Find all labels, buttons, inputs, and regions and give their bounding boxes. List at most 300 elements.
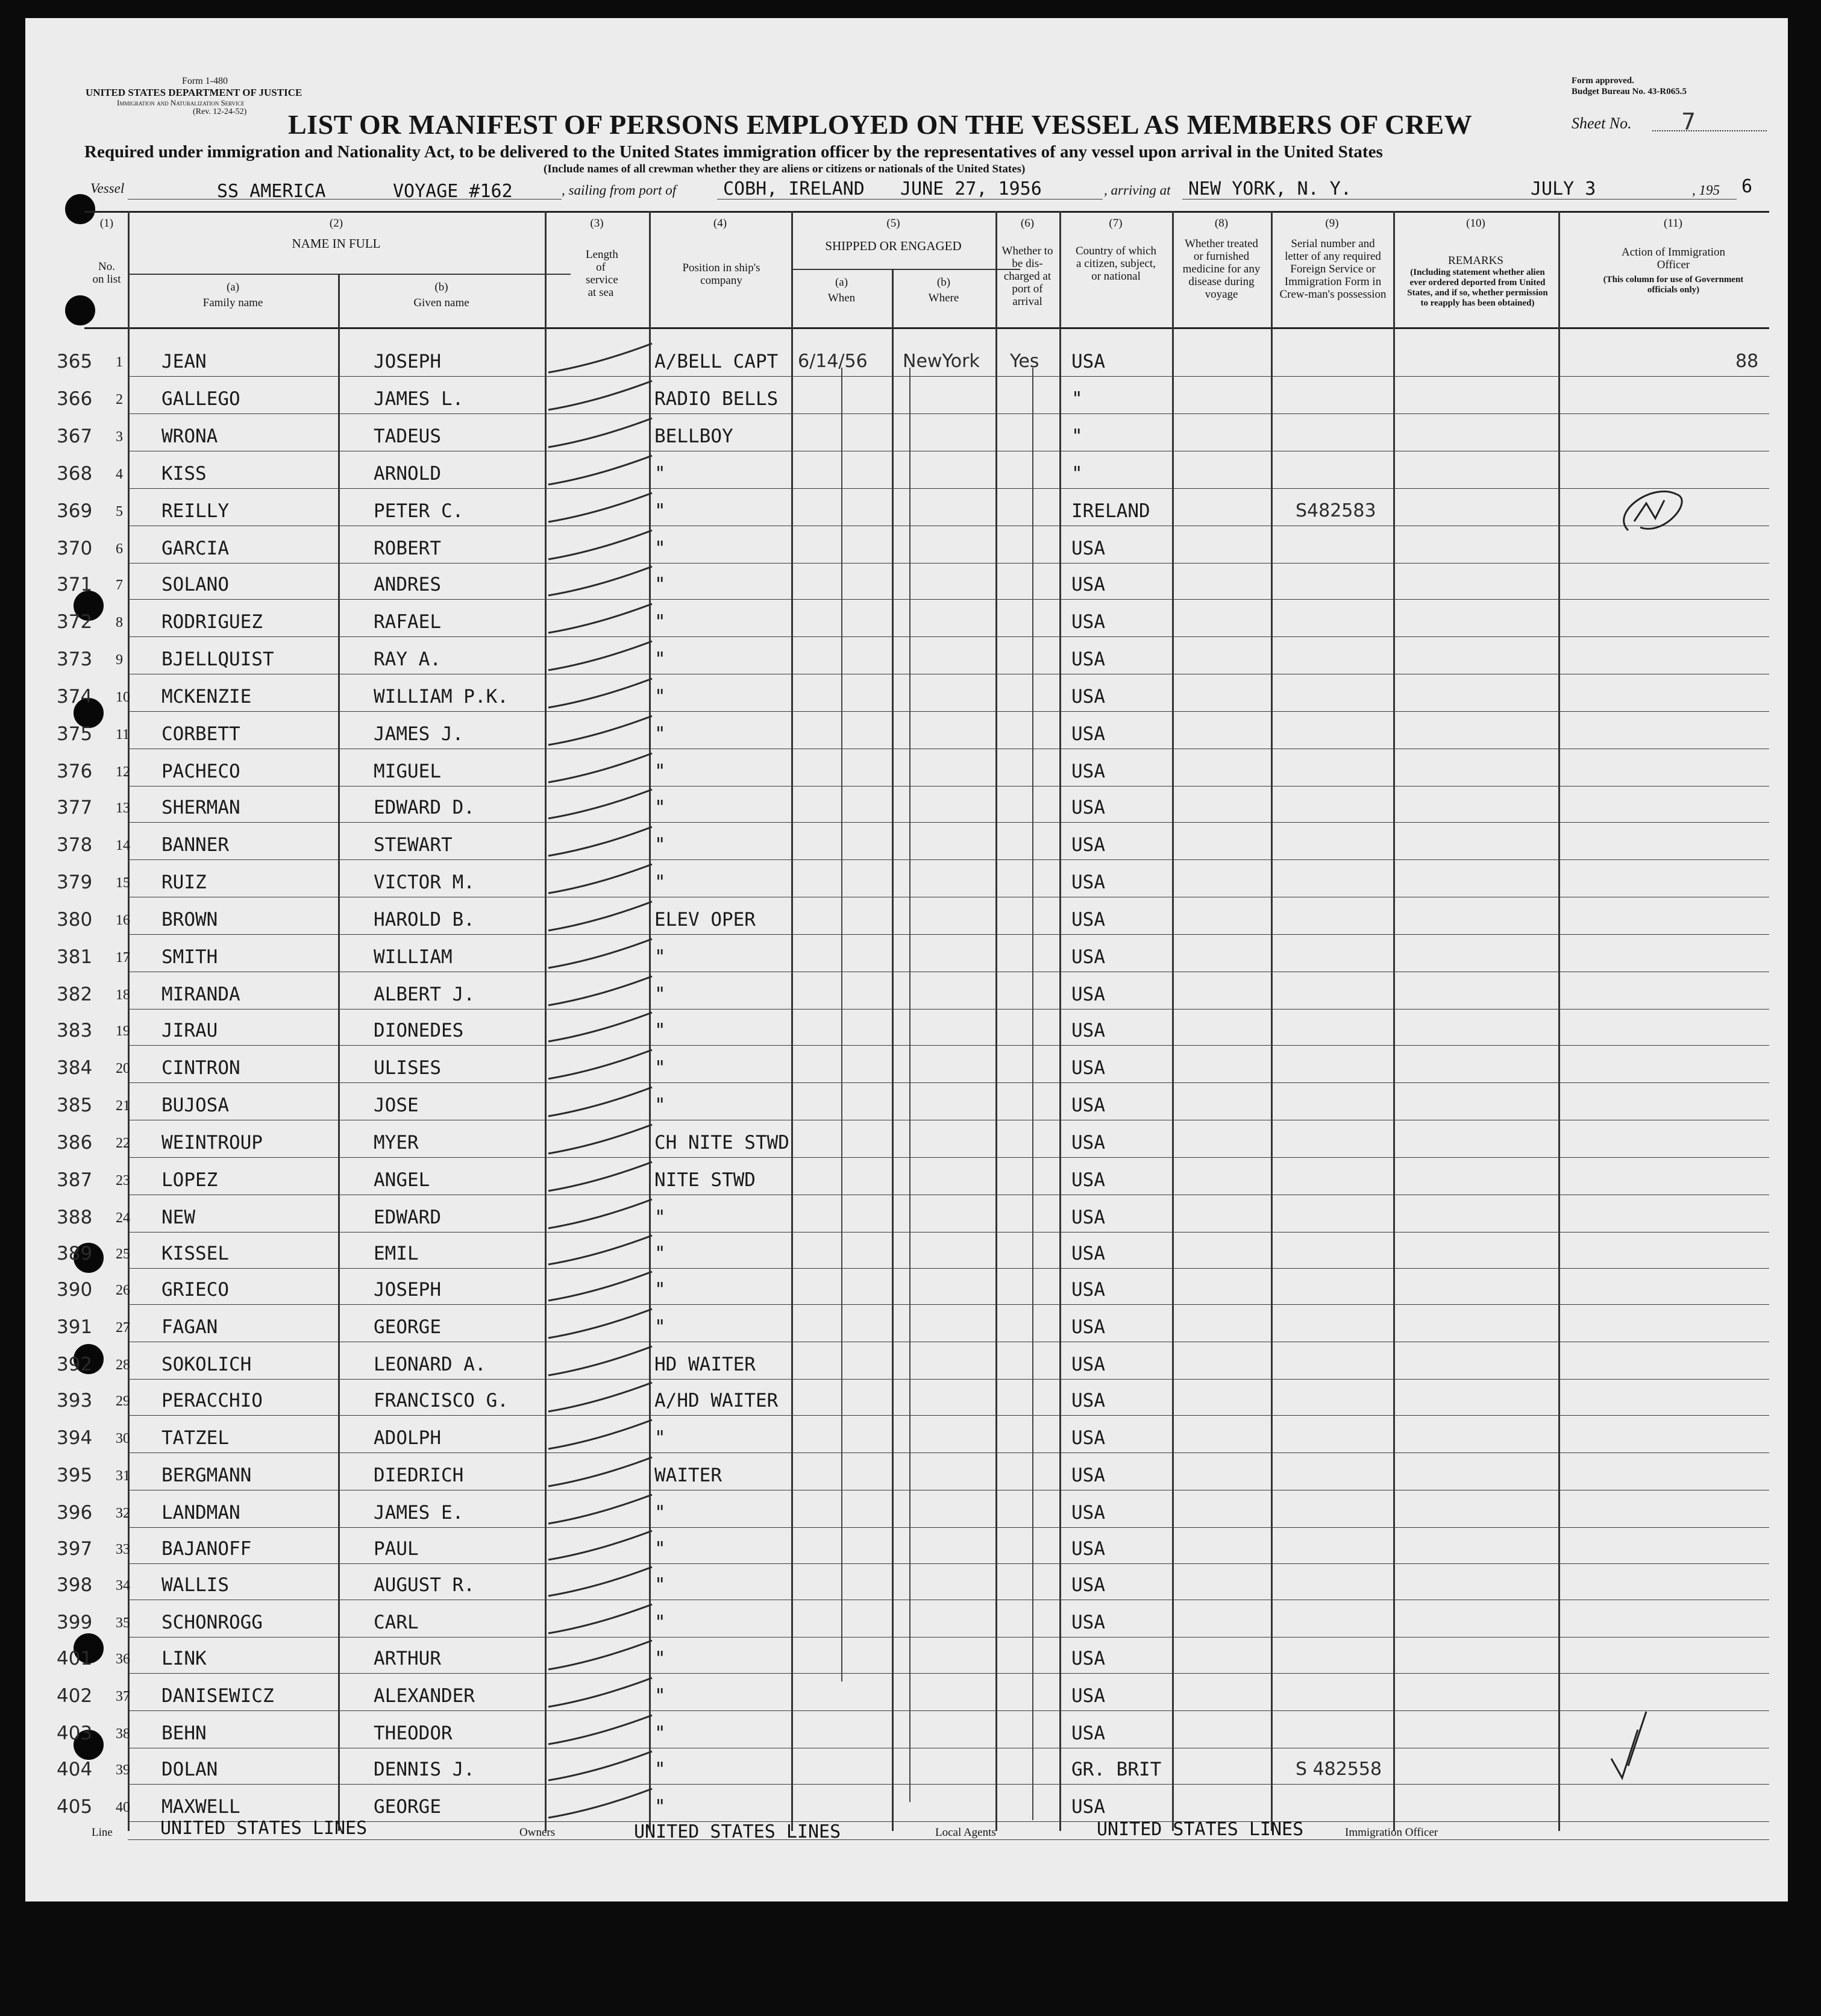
line-number: 29 (116, 1393, 130, 1409)
service-check-mark (548, 679, 652, 708)
position: " (654, 1057, 666, 1079)
agents-value: UNITED STATES LINES (1097, 1819, 1304, 1840)
family-name: SHERMAN (161, 797, 240, 818)
country: USA (1071, 1243, 1105, 1264)
col1-number: (1) (99, 217, 114, 230)
row-number: 405 (57, 1796, 93, 1818)
row-number: 401 (57, 1648, 93, 1669)
family-name: MCKENZIE (161, 686, 252, 708)
position: " (654, 1538, 666, 1560)
row-number: 398 (57, 1574, 93, 1596)
col10-subheader: (Including statement whether alien ever ordered deported from United States, and if so, whether permission to reapply has been obtained) (1407, 268, 1548, 308)
position: " (654, 1648, 666, 1669)
col2-number: (2) (329, 217, 343, 230)
departure-port: COBH, IRELAND (723, 178, 865, 199)
service-check-mark (548, 902, 652, 931)
line-number: 32 (116, 1506, 130, 1521)
budget-bureau: Budget Bureau No. 43-R065.5 (1572, 87, 1687, 96)
position: ELEV OPER (654, 909, 756, 931)
line-number: 15 (116, 875, 130, 891)
position: HD WAITER (654, 1354, 756, 1375)
row-number: 397 (57, 1538, 93, 1560)
country: USA (1071, 1612, 1105, 1633)
country: USA (1071, 984, 1105, 1005)
officer-action: 88 (1735, 351, 1759, 372)
family-name: BUJOSA (161, 1094, 229, 1116)
row-number: 390 (57, 1279, 93, 1301)
col6-header: Whether to be dis-charged at port of arrival (1001, 245, 1053, 308)
service-check-mark (548, 1715, 652, 1744)
given-name: EDWARD D. (374, 797, 475, 818)
position: " (654, 1722, 666, 1744)
given-name: ANGEL (374, 1169, 430, 1191)
position: " (654, 1020, 666, 1041)
family-name: GALLEGO (161, 388, 240, 410)
country: USA (1071, 1648, 1105, 1669)
given-name: TADEUS (374, 425, 441, 447)
line-number: 18 (116, 987, 130, 1003)
position: " (654, 574, 666, 595)
service-check-mark (548, 1531, 652, 1560)
given-name: MYER (374, 1132, 419, 1154)
line-number: 16 (116, 912, 130, 928)
col5-header: SHIPPED OR ENGAGED (825, 239, 962, 253)
given-name: ULISES (374, 1057, 441, 1079)
family-name: BERGMANN (161, 1465, 252, 1486)
line-number: 36 (116, 1651, 130, 1667)
line-number: 2 (116, 392, 123, 407)
family-name: SOLANO (161, 574, 229, 595)
country: USA (1071, 1722, 1105, 1744)
row-number: 403 (57, 1722, 93, 1744)
vessel-name: SS AMERICA (217, 181, 326, 202)
country: USA (1071, 1465, 1105, 1486)
line-number: 7 (116, 577, 123, 593)
given-name: CARL (374, 1612, 419, 1633)
country: " (1071, 388, 1083, 410)
country: " (1071, 463, 1083, 485)
voyage-number: VOYAGE #162 (393, 181, 513, 202)
sailing-label: , sailing from port of (562, 183, 677, 198)
position: " (654, 761, 666, 782)
officer-check-icon (1611, 1712, 1646, 1778)
arriving-label: , arriving at (1104, 183, 1171, 198)
family-name: FAGAN (161, 1316, 218, 1338)
family-name: GARCIA (161, 538, 229, 559)
service-check-mark (548, 1751, 652, 1780)
position: " (654, 686, 666, 708)
col8-number: (8) (1214, 217, 1229, 230)
position: " (654, 797, 666, 818)
col5b-number: (b) (936, 276, 951, 289)
page-title: LIST OR MANIFEST OF PERSONS EMPLOYED ON THE VESSEL AS MEMBERS OF CREW (288, 109, 1473, 140)
service-check-mark (548, 567, 652, 595)
row-number: 366 (57, 388, 93, 410)
service-check-mark (548, 1309, 652, 1338)
given-name: EMIL (374, 1243, 419, 1264)
line-number: 23 (116, 1173, 130, 1189)
col4-header: Position in ship's company (682, 262, 760, 287)
given-name: ALBERT J. (374, 984, 475, 1005)
shipped-date: 6/14/56 (798, 351, 868, 372)
family-name: WRONA (161, 425, 218, 447)
manifest-page (25, 18, 1788, 1901)
service-check-mark (548, 827, 652, 856)
family-name: CORBETT (161, 723, 240, 745)
service-check-mark (548, 418, 652, 447)
given-name: JAMES J. (374, 723, 464, 745)
departure-date: JUNE 27, 1956 (900, 178, 1042, 199)
row-number: 385 (57, 1094, 93, 1116)
family-name: MIRANDA (161, 984, 240, 1005)
given-name: THEODOR (374, 1722, 453, 1744)
line-number: 26 (116, 1283, 130, 1298)
col5b-header: Where (928, 292, 959, 304)
service-check-mark (548, 1567, 652, 1596)
country: USA (1071, 871, 1105, 893)
row-number: 384 (57, 1057, 93, 1079)
country: USA (1071, 723, 1105, 745)
service-check-mark (548, 641, 652, 670)
service-check-mark (548, 1013, 652, 1041)
col10-header: REMARKS (1448, 254, 1503, 267)
service-check-mark (548, 1641, 652, 1669)
row-number: 368 (57, 463, 93, 485)
line-number: 5 (116, 504, 123, 520)
row-number: 370 (57, 538, 93, 559)
family-name: PACHECO (161, 761, 240, 782)
position: " (654, 1502, 666, 1524)
service-check-mark (548, 1789, 652, 1818)
service-check-mark (548, 604, 652, 633)
line-number: 25 (116, 1246, 130, 1262)
country: USA (1071, 1427, 1105, 1449)
given-name: ARNOLD (374, 463, 441, 485)
col7-header: Country of which a citizen, subject, or national (1075, 245, 1157, 283)
family-name: KISSEL (161, 1243, 229, 1264)
form-number: Form 1-480 (182, 76, 228, 86)
line-number: 24 (116, 1210, 130, 1226)
line-number: 19 (116, 1023, 130, 1039)
given-name: EDWARD (374, 1207, 441, 1228)
line-number: 34 (116, 1578, 130, 1594)
col3-header: Length of service at sea (586, 248, 618, 299)
line-number: 33 (116, 1542, 130, 1557)
position: " (654, 648, 666, 670)
given-name: HAROLD B. (374, 909, 475, 931)
position: NITE STWD (654, 1169, 756, 1191)
family-name: JEAN (161, 351, 207, 372)
family-name: BAJANOFF (161, 1538, 252, 1560)
country: USA (1071, 1132, 1105, 1154)
country: USA (1071, 1796, 1105, 1818)
row-number: 378 (57, 834, 93, 856)
position: " (654, 500, 666, 522)
position: " (654, 611, 666, 633)
row-number: 389 (57, 1243, 93, 1264)
shipped-place: NewYork (903, 351, 980, 372)
given-name: DENNIS J. (374, 1759, 475, 1780)
position: " (654, 1574, 666, 1596)
line-number: 21 (116, 1098, 130, 1114)
position: " (654, 1612, 666, 1633)
department-name: UNITED STATES DEPARTMENT OF JUSTICE (86, 87, 302, 98)
service-check-mark (548, 530, 652, 559)
position: " (654, 463, 666, 485)
position: " (654, 538, 666, 559)
country: USA (1071, 834, 1105, 856)
line-number: 17 (116, 950, 130, 966)
form-note: (Include names of all crewman whether they are aliens or citizens or nationals of the United States) (544, 163, 1026, 175)
col5-number: (5) (886, 217, 900, 230)
service-name: Immigration and Naturalization Service (117, 98, 245, 107)
country: USA (1071, 1354, 1105, 1375)
line-number: 39 (116, 1762, 130, 1778)
line-number: 35 (116, 1615, 130, 1631)
family-name: BEHN (161, 1722, 207, 1744)
position: " (654, 984, 666, 1005)
service-check-mark (548, 456, 652, 485)
position: WAITER (654, 1465, 722, 1486)
footer-rule (128, 1839, 1769, 1840)
col3-number: (3) (590, 217, 604, 230)
country: USA (1071, 574, 1105, 595)
family-name: WEINTROUP (161, 1132, 263, 1154)
country: USA (1071, 797, 1105, 818)
line-number: 30 (116, 1431, 130, 1446)
given-name: GEORGE (374, 1796, 441, 1818)
position: " (654, 1207, 666, 1228)
handwritten-marks (25, 18, 1788, 1901)
service-check-mark (548, 1495, 652, 1524)
col9-number: (9) (1325, 217, 1339, 230)
service-check-mark (548, 344, 652, 372)
col2a-number: (a) (226, 281, 240, 294)
given-name: ANDRES (374, 574, 441, 595)
given-name: ALEXANDER (374, 1685, 475, 1707)
given-name: ROBERT (374, 538, 441, 559)
owners-value: UNITED STATES LINES (634, 1821, 841, 1842)
family-name: TATZEL (161, 1427, 229, 1449)
line-number: 1 (116, 354, 123, 370)
row-number: 386 (57, 1132, 93, 1154)
position: " (654, 723, 666, 745)
row-number: 375 (57, 723, 93, 745)
serial-number: S 482558 (1296, 1759, 1382, 1780)
given-name: JAMES L. (374, 388, 464, 410)
col5a-number: (a) (835, 276, 848, 289)
row-number: 379 (57, 871, 93, 893)
row-number: 371 (57, 574, 93, 595)
given-name: ADOLPH (374, 1427, 441, 1449)
row-number: 372 (57, 611, 93, 633)
given-name: STEWART (374, 834, 453, 856)
family-name: SCHONROGG (161, 1612, 263, 1633)
officer-label: Immigration Officer (1345, 1826, 1438, 1839)
service-check-mark (548, 753, 652, 782)
position: " (654, 1427, 666, 1449)
service-check-mark (548, 1236, 652, 1264)
line-number: 22 (116, 1135, 130, 1151)
col7-number: (7) (1109, 217, 1123, 230)
col5a-header: When (827, 292, 856, 304)
serial-number: S482583 (1296, 500, 1376, 521)
family-name: BJELLQUIST (161, 648, 274, 670)
row-number: 367 (57, 425, 93, 447)
given-name: MIGUEL (374, 761, 441, 782)
family-name: MAXWELL (161, 1796, 240, 1818)
country: USA (1071, 1390, 1105, 1412)
country: USA (1071, 1169, 1105, 1191)
line-number: 20 (116, 1061, 130, 1076)
agents-label: Local Agents (935, 1826, 996, 1839)
family-name: RUIZ (161, 871, 207, 893)
country: USA (1071, 1207, 1105, 1228)
row-number: 392 (57, 1354, 93, 1375)
row-number: 388 (57, 1207, 93, 1228)
arrival-date: JULY 3 (1531, 178, 1596, 199)
family-name: CINTRON (161, 1057, 240, 1079)
line-number: 27 (116, 1320, 130, 1336)
row-number: 374 (57, 686, 93, 708)
service-check-mark (548, 381, 652, 410)
service-check-mark (548, 864, 652, 893)
family-name: RODRIGUEZ (161, 611, 263, 633)
row-number: 369 (57, 500, 93, 522)
row-number: 383 (57, 1020, 93, 1041)
row-number: 394 (57, 1427, 93, 1449)
given-name: RAY A. (374, 648, 441, 670)
col8-header: Whether treated or furnished medicine for any disease during voyage (1182, 237, 1261, 301)
service-check-mark (548, 1420, 652, 1449)
family-name: LINK (161, 1648, 207, 1669)
service-check-mark (548, 1199, 652, 1228)
col4-number: (4) (713, 217, 727, 230)
given-name: VICTOR M. (374, 871, 475, 893)
service-check-mark (548, 1457, 652, 1486)
line-number: 8 (116, 615, 123, 630)
line-number: 4 (116, 466, 123, 482)
family-name: JIRAU (161, 1020, 218, 1041)
country: USA (1071, 1502, 1105, 1524)
row-number: 381 (57, 946, 93, 968)
line-number: 6 (116, 541, 123, 557)
col10-number: (10) (1466, 217, 1485, 230)
given-name: AUGUST R. (374, 1574, 475, 1596)
country: USA (1071, 648, 1105, 670)
position: RADIO BELLS (654, 388, 779, 410)
line-number: 40 (116, 1800, 130, 1815)
service-check-mark (548, 1125, 652, 1154)
col9-header: Serial number and letter of any required Foreign Service or Immigration Form in Crew-man's possession (1279, 237, 1387, 301)
service-check-mark (548, 976, 652, 1005)
given-name: JOSEPH (374, 351, 441, 372)
position: " (654, 1094, 666, 1116)
position: " (654, 871, 666, 893)
given-name: WILLIAM (374, 946, 453, 968)
family-name: SMITH (161, 946, 218, 968)
form-revision: (Rev. 12-24-52) (193, 107, 247, 116)
service-check-mark (548, 1678, 652, 1707)
col2a-header: Family name (202, 297, 263, 309)
given-name: DIONEDES (374, 1020, 464, 1041)
country: USA (1071, 1538, 1105, 1560)
given-name: ARTHUR (374, 1648, 441, 1669)
col11-number: (11) (1664, 217, 1682, 230)
service-check-mark (548, 1604, 652, 1633)
row-number: 395 (57, 1465, 93, 1486)
given-name: LEONARD A. (374, 1354, 486, 1375)
family-name: REILLY (161, 500, 229, 522)
position: " (654, 1759, 666, 1780)
country: USA (1071, 1685, 1105, 1707)
position: " (654, 1796, 666, 1818)
service-check-mark (548, 790, 652, 818)
given-name: WILLIAM P.K. (374, 686, 509, 708)
line-number: 11 (116, 727, 130, 743)
col2-header: NAME IN FULL (292, 236, 381, 251)
given-name: RAFAEL (374, 611, 441, 633)
country: USA (1071, 1316, 1105, 1338)
row-number: 373 (57, 648, 93, 670)
family-name: SOKOLICH (161, 1354, 252, 1375)
given-name: PAUL (374, 1538, 419, 1560)
given-name: FRANCISCO G. (374, 1390, 509, 1412)
line-number: 10 (116, 689, 130, 705)
row-number: 382 (57, 984, 93, 1005)
form-approved: Form approved. (1572, 76, 1634, 86)
country: USA (1071, 1279, 1105, 1301)
discharge-status: Yes (1010, 351, 1039, 372)
given-name: GEORGE (374, 1316, 441, 1338)
line-number: 31 (116, 1468, 130, 1484)
line-number: 12 (116, 764, 130, 780)
row-number: 391 (57, 1316, 93, 1338)
row-number: 402 (57, 1685, 93, 1707)
row-number: 377 (57, 797, 93, 818)
country: USA (1071, 1057, 1105, 1079)
service-check-mark (548, 1162, 652, 1191)
given-name: DIEDRICH (374, 1465, 464, 1486)
service-check-mark (548, 1383, 652, 1412)
row-number: 380 (57, 909, 93, 931)
country: USA (1071, 686, 1105, 708)
service-check-mark (548, 1346, 652, 1375)
position: BELLBOY (654, 425, 733, 447)
vessel-label: Vessel (90, 181, 125, 196)
line-number: 37 (116, 1689, 130, 1704)
country: USA (1071, 351, 1105, 372)
row-number: 396 (57, 1502, 93, 1524)
line-number: 3 (116, 429, 123, 445)
line-number: 9 (116, 652, 123, 668)
line-number: 14 (116, 838, 130, 853)
col1-header: No. on list (92, 260, 121, 286)
row-number: 387 (57, 1169, 93, 1191)
country: USA (1071, 1574, 1105, 1596)
position: A/HD WAITER (654, 1390, 779, 1412)
family-name: WALLIS (161, 1574, 229, 1596)
col6-number: (6) (1020, 217, 1035, 230)
family-name: KISS (161, 463, 207, 485)
position: " (654, 1279, 666, 1301)
country: USA (1071, 1094, 1105, 1116)
line-value: UNITED STATES LINES (160, 1818, 368, 1839)
service-check-mark (548, 716, 652, 745)
family-name: GRIECO (161, 1279, 229, 1301)
position: " (654, 1685, 666, 1707)
given-name: PETER C. (374, 500, 464, 522)
